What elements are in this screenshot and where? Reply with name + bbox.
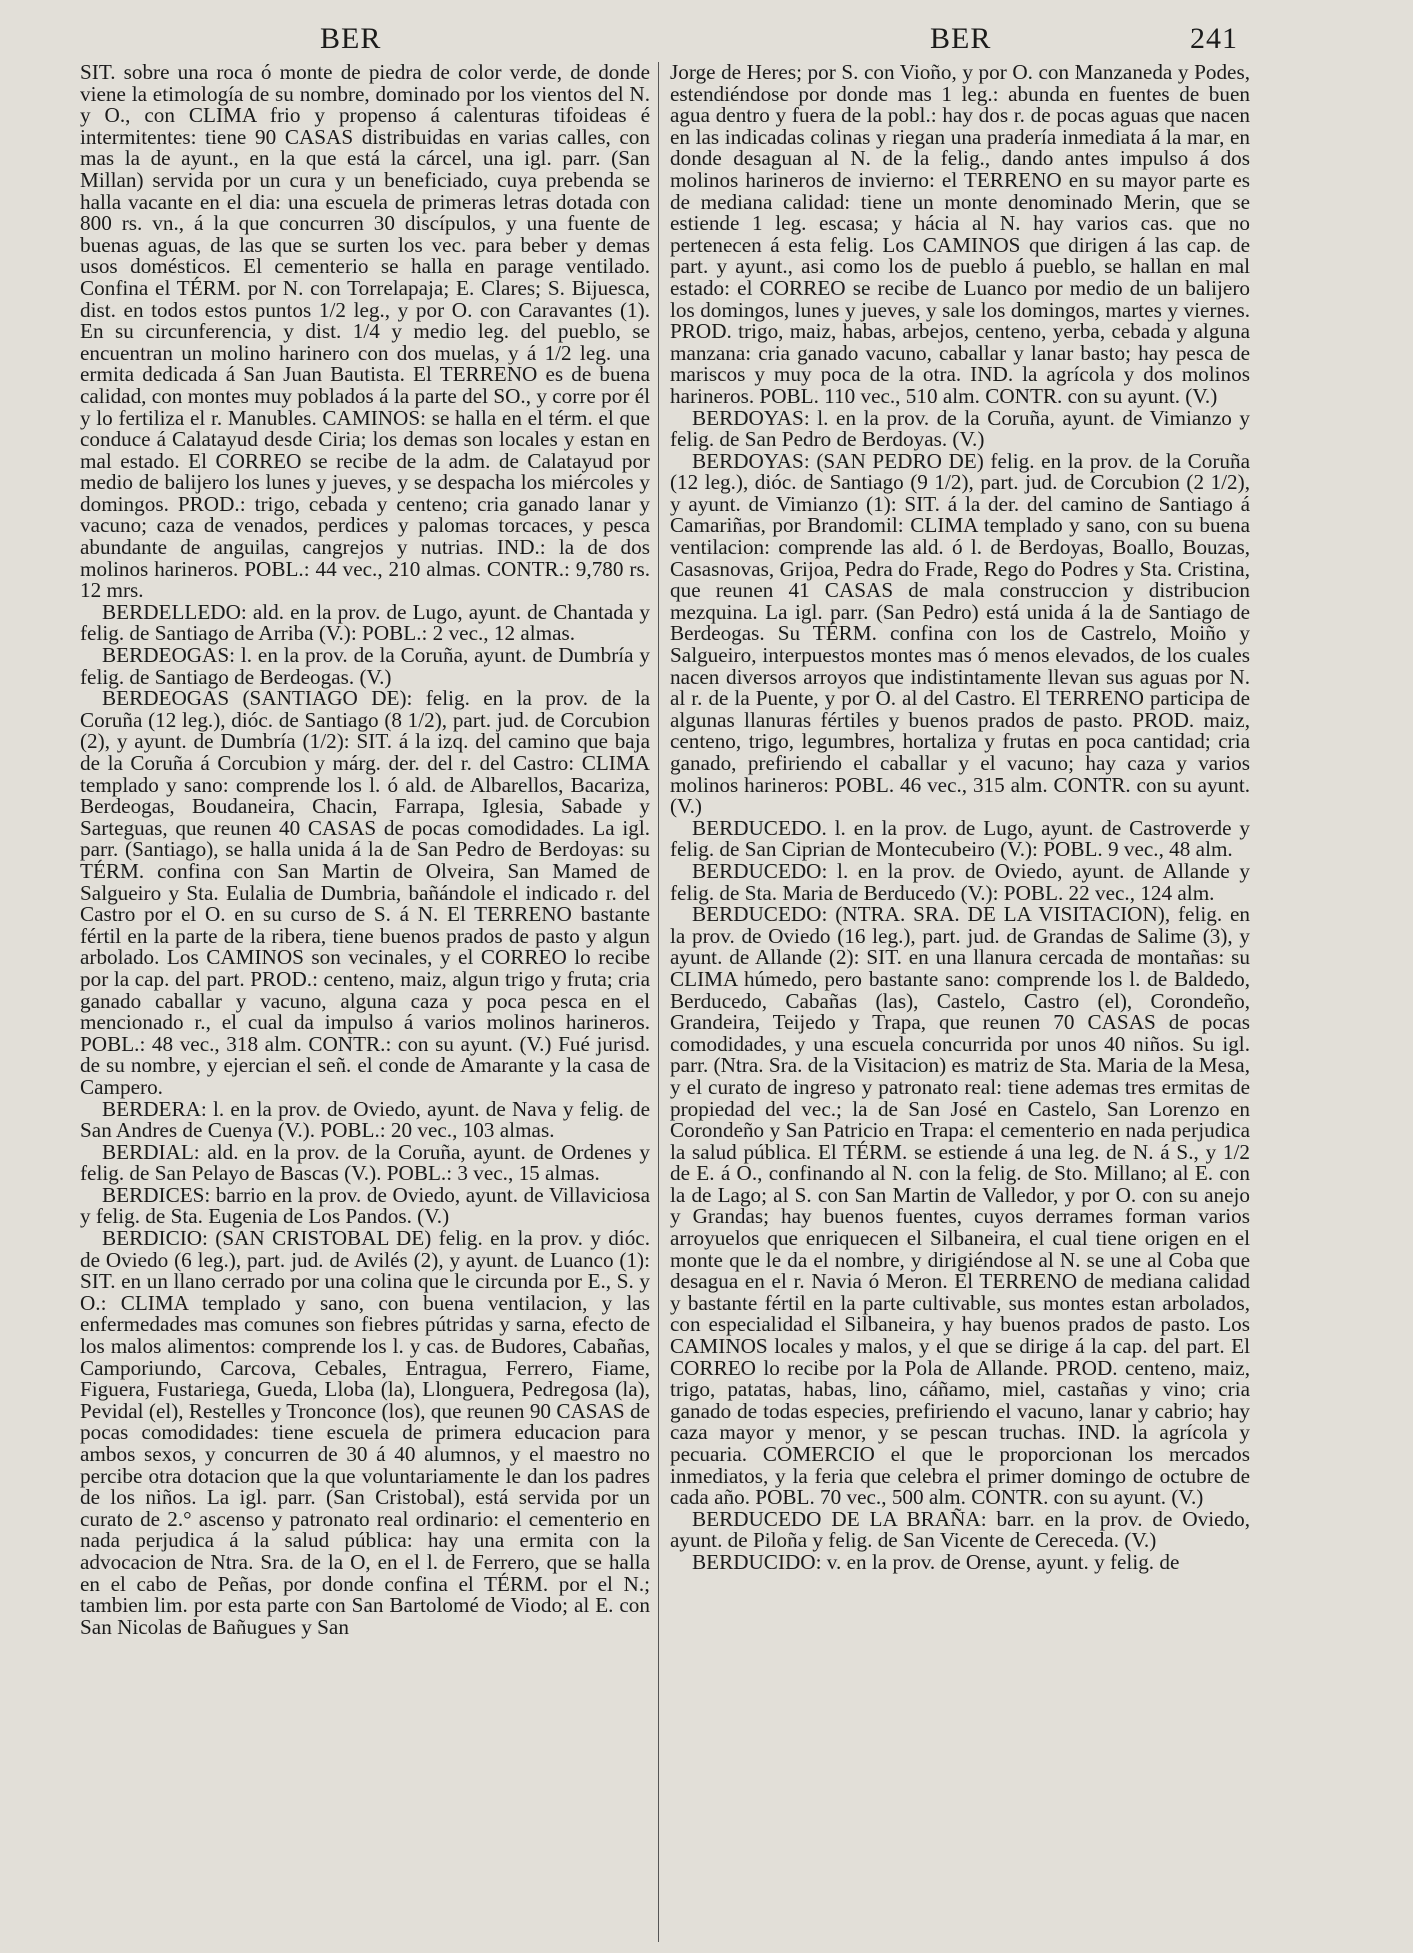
entry: Jorge de Heres; por S. con Vioño, y por O. con Manzaneda y Podes, estendiéndose por donde mas 1 leg.: abunda en fuentes de buen agua dentro y fuera de la pobl.: hay dos r. de pocas aguas que nacen en las indicadas colinas y riegan una pradería inmediata á la mar, en donde desaguan al N. de la felig., dando antes impulso á dos molinos harineros de invierno: el TERRENO en su mayor parte es de mediana calidad: tiene un monte denominado Merin, que se estiende 1 leg. escasa; y hácia al N. hay varios cas. que no pertenecen á esta felig. Los CAMINOS que dirigen á las cap. de part. y ayunt., asi como los de pueblo á pueblo, se hallan en mal estado: el CORREO se recibe de Luanco por medio de un balijero los domingos, lunes y jueves, y sale los domingos, martes y viernes. PROD. trigo, maiz, habas, arbejos, centeno, yerba, cebada y alguna manzana: cria ganado vacuno, caballar y lanar basto; hay pesca de mariscos y muy poca de la otra. IND. la agrícola y dos molinos harineros. POBL. 110 vec., 510 alm. CONTR. con su ayunt. (V.)	[670, 62, 1250, 408]
entry: BERDELLEDO: ald. en la prov. de Lugo, ayunt. de Chantada y felig. de Santiago de Arriba (V.): POBL.: 2 vec., 12 almas.	[80, 599, 650, 646]
entry: BERDICES: barrio en la prov. de Oviedo, ayunt. de Villaviciosa y felig. de Sta. Eugenia de Los Pandos. (V.)	[80, 1182, 650, 1229]
entry: SIT. sobre una roca ó monte de piedra de color verde, de donde viene la etimología de su nombre, dominado por los vientos del N. y O., con CLIMA frio y propenso á calenturas tifoideas é intermitentes: tiene 90 CASAS distribuidas en varias calles, con mas la de ayunt., en la que está la cárcel, una igl. parr. (San Millan) servida por un cura y un beneficiado, cuya prebenda se halla vacante en el dia: una escuela de primeras letras dotada con 800 rs. vn., á la que concurren 30 discípulos, y una fuente de buenas aguas, de las que se surten los vec. para beber y demas usos domésticos. El cementerio se halla en parage ventilado. Confina el TÉRM. por N. con Torrelapaja; E. Clares; S. Bijuesca, dist. en todos estos puntos 1/2 leg., y por O. con Caravantes (1). En su circunferencia, y dist. 1/4 y medio leg. del pueblo, se encuentran un molino harinero con dos muelas, y á 1/2 leg. una ermita dedicada á San Juan Bautista. El TERRENO es de buena calidad, con montes muy poblados á la parte del SO., y corre por él y lo fertiliza el r. Manubles. CAMINOS: se halla en el térm. el que conduce á Calatayud desde Ciria; los demas son locales y estan en mal estado. El CORREO se recibe de la adm. de Calatayud por medio de balijero los lunes y jueves, y se despacha los miércoles y domingos. PROD.: trigo, cebada y centeno; cria ganado lanar y vacuno; caza de venados, perdices y palomas torcaces, y pesca abundante de anguilas, cangrejos y nutrias. IND.: la de dos molinos harineros. POBL.: 44 vec., 210 almas. CONTR.: 9,780 rs. 12 mrs.	[80, 62, 650, 603]
entry: BERDEOGAS: l. en la prov. de la Coruña, ayunt. de Dumbría y felig. de Santiago de Berdeogas. (V.)	[80, 643, 650, 689]
left-column	[80, 62, 650, 1942]
running-head-left: BER	[320, 22, 382, 55]
right-column	[670, 62, 1250, 1942]
entry: BERDOYAS: (SAN PEDRO DE) felig. en la prov. de la Coruña (12 leg.), dióc. de Santiago (9 1/2), part. jud. de Corcubion (2 1/2), y ayunt. de Vimianzo (1): SIT. á la der. del camino de Santiago á Camariñas, por Brandomil: CLIMA templado y sano, con su buena ventilacion: comprende las ald. ó l. de Berdoyas, Boallo, Bouzas, Casasnovas, Grijoa, Pedra do Frade, Rego do Podres y Sta. Cristina, que reunen 41 CASAS de mala construccion y distribucion mezquina. La igl. parr. (San Pedro) está unida á la de Santiago de Berdeogas. Su TÉRM. confina con los de Castrelo, Moiño y Salgueiro, interpuestos montes mas ó menos elevados, de los cuales nacen diversos arroyos que indistintamente llevan sus aguas por N. al r. de la Puente, y por O. al del Castro. El TERRENO participa de algunas llanuras fértiles y buenos prados de pasto. PROD. maiz, centeno, trigo, legumbres, hortaliza y frutas en poca cantidad; cria ganado, prefiriendo el caballar y el vacuno; hay caza y varios molinos harineros: POBL. 46 vec., 315 alm. CONTR. con su ayunt. (V.)	[670, 448, 1250, 819]
entry: BERDUCEDO. l. en la prov. de Lugo, ayunt. de Castroverde y felig. de San Ciprian de Montecubeiro (V.): POBL. 9 vec., 48 alm.	[670, 815, 1250, 862]
entry: BERDUCEDO: (NTRA. SRA. DE LA VISITACION), felig. en la prov. de Oviedo (16 leg.), part. jud. de Grandas de Salime (3), y ayunt. de Allande (2): SIT. en una llanura cercada de montañas: su CLIMA húmedo, pero bastante sano: comprende los l. de Baldedo, Berducedo, Cabañas (las), Castelo, Castro (el), Corondeño, Grandeira, Teijedo y Trapa, que reunen 70 CASAS de pocas comodidades, y una escuela concurrida por unos 40 niños. Su igl. parr. (Ntra. Sra. de la Visitacion) es matriz de Sta. Maria de la Mesa, y el curato de ingreso y patronato real: tiene ademas tres ermitas de propiedad del vec.; la de San José en Castelo, San Lorenzo en Corondeño y San Patricio en Trapa: el cementerio en nada perjudica la salud pública. El TÉRM. se estiende á una leg. de N. á S., y 1/2 de E. á O., confinando al N. con la felig. de Sto. Millano; al E. con la de Lago; al S. con San Martin de Valledor, y por O. con su anejo y Grandas; hay buenos fuentes, cuyos derrames forman varios arroyuelos que enriquecen el Silbaneira, el cual tiene origen en el monte que le da el nombre, y dirigiéndose al N. se une al Coba que desagua en el r. Navia ó Meron. El TERRENO de mediana calidad y bastante fértil en la parte cultivable, sus montes estan arbolados, con especialidad el Silbaneira, y hay buenos prados de pasto. Los CAMINOS locales y malos, y el que se dirige á la cap. del part. El CORREO lo recibe por la Pola de Allande. PROD. centeno, maiz, trigo, patatas, habas, lino, cáñamo, miel, castañas y vino; cria ganado de todas especies, prefiriendo el vacuno, lanar y cabrio; hay caza mayor y menor, y se pescan truchas. IND. la agrícola y pecuaria. COMERCIO el que le proporcionan los mercados inmediatos, y la feria que celebra el primer domingo de octubre de cada año. POBL. 70 vec., 500 alm. CONTR. con su ayunt. (V.)	[670, 902, 1250, 1510]
page-number: 241	[1190, 22, 1238, 55]
entry: BERDERA: l. en la prov. de Oviedo, ayunt. de Nava y felig. de San Andres de Cuenya (V.). POBL.: 20 vec., 103 almas.	[80, 1096, 650, 1143]
entry: BERDUCEDO: l. en la prov. de Oviedo, ayunt. de Allande y felig. de Sta. Maria de Berducedo (V.): POBL. 22 vec., 124 alm.	[670, 858, 1250, 905]
column-divider	[658, 62, 659, 1942]
running-head-right: BER	[930, 22, 992, 55]
entry: BERDUCEDO DE LA BRAÑA: barr. en la prov. de Oviedo, ayunt. de Piloña y felig. de San Vicente de Cereceda. (V.)	[670, 1506, 1250, 1553]
entry: BERDOYAS: l. en la prov. de la Coruña, ayunt. de Vimianzo y felig. de San Pedro de Berdoyas. (V.)	[670, 405, 1250, 452]
entry: BERDUCIDO: v. en la prov. de Orense, ayunt. y felig. de	[692, 1549, 1180, 1574]
entry: BERDICIO: (SAN CRISTOBAL DE) felig. en la prov. y dióc. de Oviedo (6 leg.), part. jud. de Avilés (2), y ayunt. de Luanco (1): SIT. en un llano cerrado por una colina que le circunda por E., S. y O.: CLIMA templado y sano, con buena ventilacion, y las enfermedades mas comunes son fiebres pútridas y sarna, efecto de los malos alimentos: comprende los l. y cas. de Budores, Cabañas, Camporiundo, Carcova, Cebales, Entragua, Ferrero, Fiame, Figuera, Fustariega, Gueda, Lloba (la), Llonguera, Pedregosa (la), Pevidal (el), Restelles y Tronconce (los), que reunen 90 CASAS de pocas comodidades: tiene escuela de primera educacion para ambos sexos, y concurren de 30 á 40 alumnos, y el maestro no percibe otra dotacion que la que voluntariamente le dan los padres de los niños. La igl. parr. (San Cristobal), está servida por un curato de 2.° ascenso y patronato real ordinario: el cementerio en nada perjudica á la salud pública: hay una ermita con la advocacion de Ntra. Sra. de la O, en el l. de Ferrero, que se halla en el cabo de Peñas, por donde confina el TÉRM. por el N.; tambien lim. por esta parte con San Bartolomé de Viodo; al E. con San Nicolas de Bañugues y San	[80, 1226, 650, 1639]
entry: BERDEOGAS (SANTIAGO DE): felig. en la prov. de la Coruña (12 leg.), dióc. de Santiago (8 1/2), part. jud. de Corcubion (2), y ayunt. de Dumbría (1/2): SIT. á la izq. del camino que baja de la Coruña á Corcubion y márg. der. del r. del Castro: CLIMA templado y sano: comprende los l. ó ald. de Albarellos, Bacariza, Berdeogas, Boudaneira, Chacin, Farrapa, Iglesia, Sabade y Sarteguas, que reunen 40 CASAS de pocas comodidades. La igl. parr. (Santiago), se halla unida á la de San Pedro de Berdoyas: su TÉRM. confina con San Martin de Olveira, San Mamed de Salgueiro y Sta. Eulalia de Dumbria, bañándole el indicado r. del Castro por el O. en su curso de S. á N. El TERRENO bastante fértil en la parte de la ribera, tiene buenos prados de pasto y algun arbolado. Los CAMINOS son vecinales, y el CORREO lo recibe por la cap. del part. PROD.: centeno, maiz, algun trigo y fruta; cria ganado caballar y vacuno, alguna caza y poca pesca en el mencionado r., el cual da impulso á varios molinos harineros. POBL.: 48 vec., 318 alm. CONTR.: con su ayunt. (V.) Fué jurisd. de su nombre, y ejercian el señ. el conde de Amarante y la casa de Campero.	[80, 686, 650, 1099]
entry: BERDIAL: ald. en la prov. de la Coruña, ayunt. de Ordenes y felig. de San Pelayo de Bascas (V.). POBL.: 3 vec., 15 almas.	[80, 1139, 650, 1186]
